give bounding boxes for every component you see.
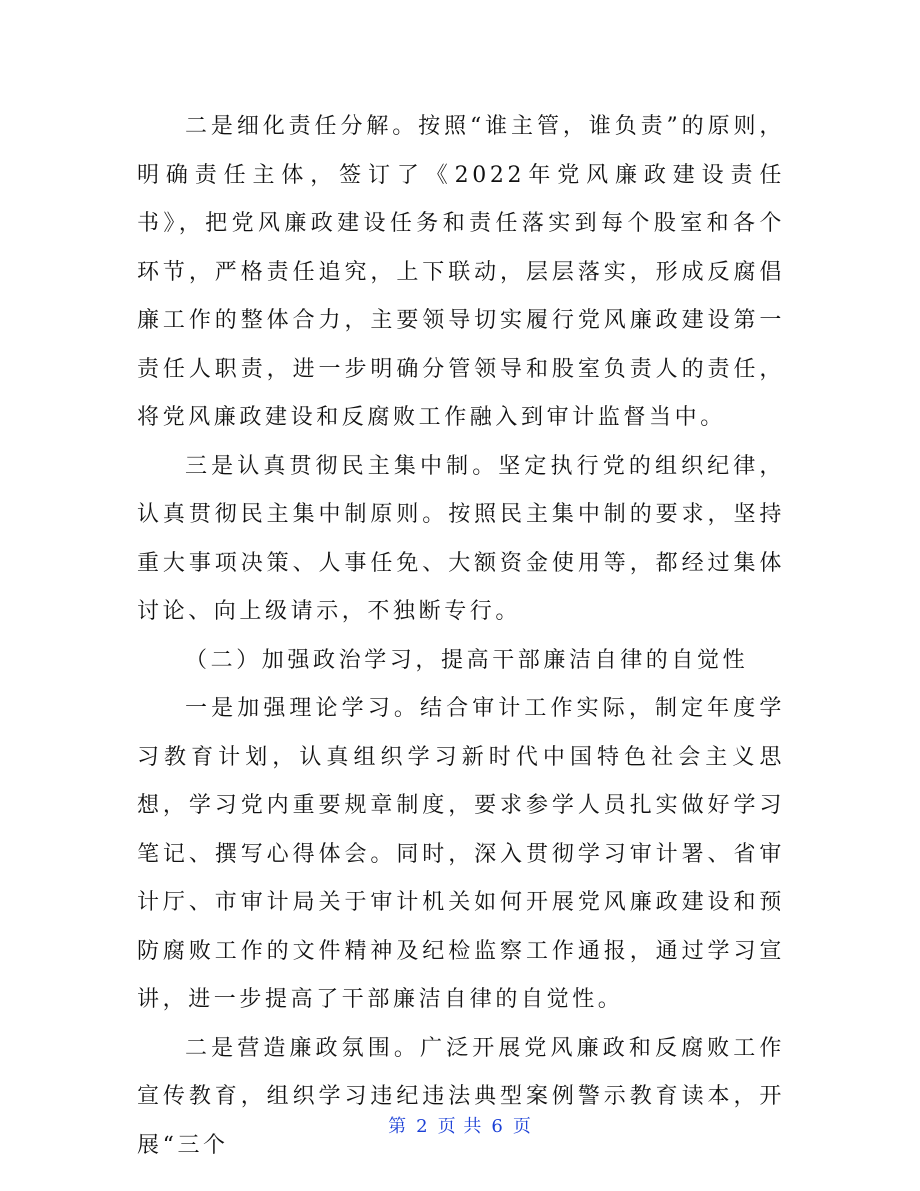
paragraph-democratic-centralism: 三是认真贯彻民主集中制。坚定执行党的组织纪律，认真贯彻民主集中制原则。按照民主集中制的要求，坚持重大事项决策、人事任免、大额资金使用等，都经过集体讨论、向上级请示，不独断专行。	[137, 453, 785, 624]
document-body	[137, 103, 785, 1170]
footer-middle: 页 共	[437, 1116, 483, 1137]
footer-page-number: 2	[416, 1116, 429, 1137]
footer-prefix: 第	[388, 1116, 408, 1137]
paragraph-responsibility: 二是细化责任分解。按照“谁主管，谁负责”的原则，明确责任主体，签订了《2022年党风廉政建设责任书》，把党风廉政建设任务和责任落实到每个股室和各个环节，严格责任追究，上下联动，层层落实，形成反腐倡廉工作的整体合力，主要领导切实履行党风廉政建设第一责任人职责，进一步明确分管领导和股室负责人的责任，将党风廉政建设和反腐败工作融入到审计监督当中。	[137, 114, 785, 430]
footer-suffix: 页	[512, 1116, 532, 1137]
paragraph-integrity-atmosphere: 二是营造廉政氛围。广泛开展党风廉政和反腐败工作宣传教育，组织学习违纪违法典型案例警示教育读本，开展“三个	[137, 1035, 785, 1158]
footer-total-pages: 6	[491, 1116, 504, 1137]
page-footer	[0, 1112, 920, 1138]
section-heading-political-study: （二）加强政治学习，提高干部廉洁自律的自觉性	[185, 647, 749, 673]
paragraph-theory-study: 一是加强理论学习。结合审计工作实际，制定年度学习教育计划，认真组织学习新时代中国特色社会主义思想，学习党内重要规章制度，要求参学人员扎实做好学习笔记、撰写心得体会。同时，深入贯彻学习审计署、省审计厅、市审计局关于审计机关如何开展党风廉政建设和预防腐败工作的文件精神及纪检监察工作通报，通过学习宣讲，进一步提高了干部廉洁自律的自觉性。	[137, 696, 785, 1012]
